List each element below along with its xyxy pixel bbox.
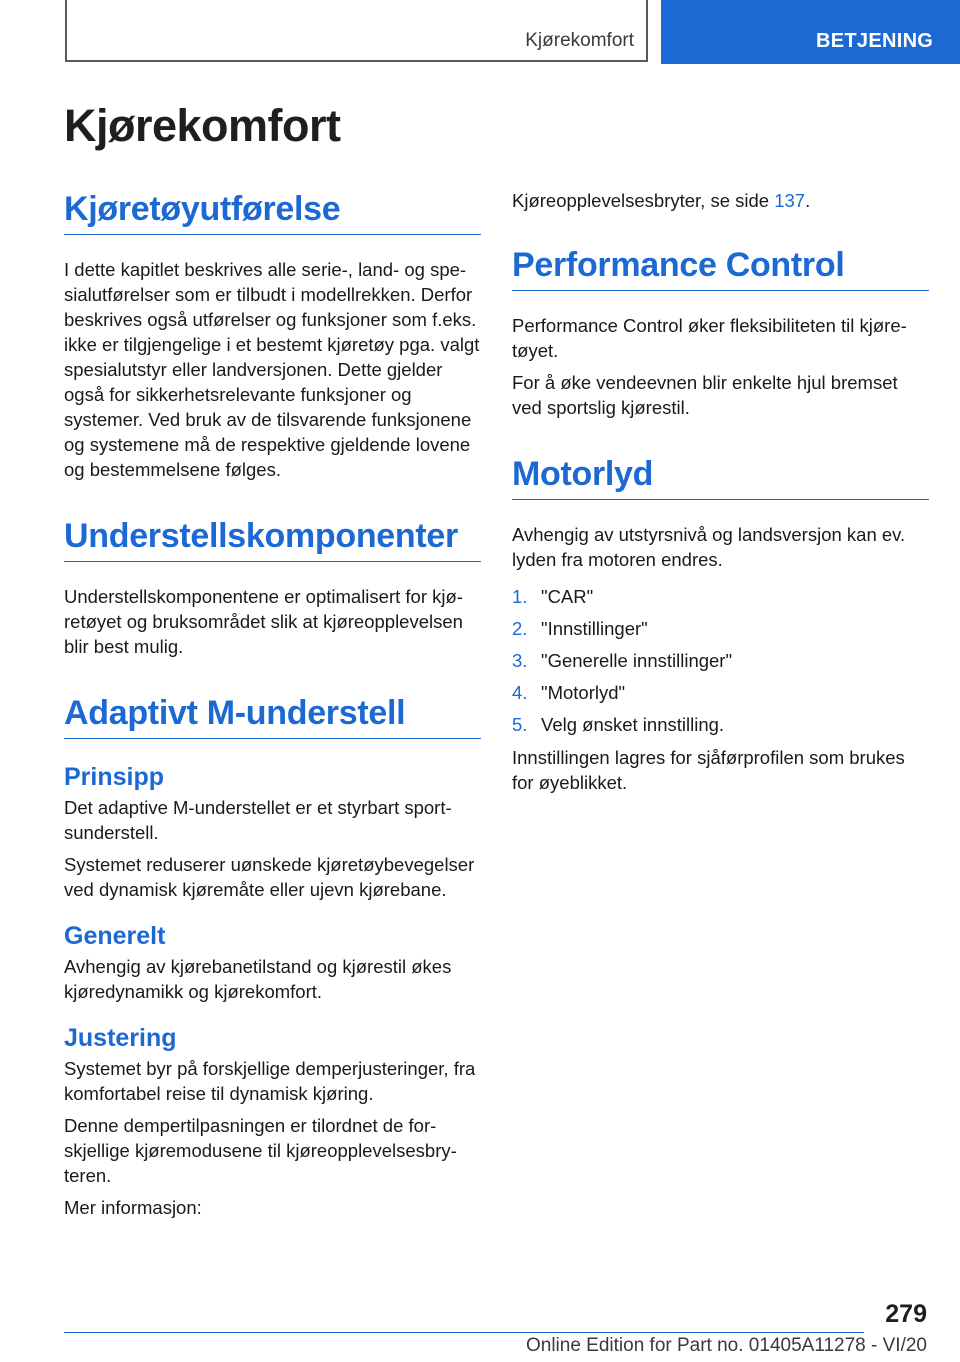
heading-performance-control: Performance Control <box>512 244 929 291</box>
step-number: 2. <box>512 618 528 639</box>
left-column <box>64 188 481 1227</box>
chapter-tab-label: BETJENING <box>816 30 934 52</box>
heading-chassis-components: Understellskomponenter <box>64 515 481 562</box>
step-number: 3. <box>512 650 528 671</box>
header-section-title: Kjørekomfort <box>525 30 634 51</box>
step-number: 5. <box>512 714 528 735</box>
step-number: 1. <box>512 586 528 607</box>
adjustment-text-1: Systemet byr på forskjellige demperjusteringer, fra komfortabel reise til dynamisk kjøring. <box>64 1058 476 1104</box>
list-item <box>512 616 929 641</box>
principle-text-1: Det adaptive M-understellet er et styrbart sportsunderstell. <box>64 797 452 843</box>
heading-adaptive-m-suspension: Adaptivt M-understell <box>64 692 481 739</box>
engine-sound-text-1: Avhengig av utstyrsnivå og landsversjon kan ev. lyden fra motoren endres. <box>512 524 906 570</box>
subheading-principle: Prinsipp <box>64 763 165 791</box>
heading-engine-sound: Motorlyd <box>512 453 929 500</box>
vehicle-version-text: I dette kapitlet beskrives alle serie-, land- og spesialutførelser som er tilbudt i modellrekken. Derfor beskrives også utførelser og funksjoner som f.eks. ikke er tilgjengelige i et bestemt kjøretøy pga. valgt spesialutstyr eller landversjonen. Dette gjelder også for sikkerhetsrelevante funksjoner og systemer. Ved bruk av de tilsvarende funksjonene og systemene må de respektive gjeldende lovene og bestemmelsene følges. <box>64 259 480 480</box>
heading-vehicle-version: Kjøretøyutførelse <box>64 188 481 235</box>
list-item <box>512 584 929 609</box>
adjustment-text-2: Denne dempertilpasningen er tilordnet de forskjellige kjøremodusene til kjøreopplevelsesbryteren. <box>64 1115 457 1186</box>
footer-edition: Online Edition for Part no. 01405A11278 - VI/20 <box>525 1335 927 1356</box>
step-text: "Innstillinger" <box>541 618 648 639</box>
page-number: 279 <box>885 1300 927 1328</box>
chassis-components-text: Understellskomponentene er optimalisert for kjøretøyet og bruksområdet slik at kjøreopplevelsen blir best mulig. <box>64 586 463 657</box>
general-text: Avhengig av kjørebanetilstand og kjørestil økes kjøredynamikk og kjørekomfort. <box>64 956 452 1002</box>
performance-text-1: Performance Control øker fleksibiliteten til kjøretøyet. <box>512 315 907 361</box>
step-text: "Motorlyd" <box>541 682 626 703</box>
driving-experience-ref <box>512 188 929 213</box>
ref-suffix: . <box>805 190 811 211</box>
page-reference-link[interactable]: 137 <box>774 190 806 211</box>
subheading-adjustment: Justering <box>64 1024 177 1052</box>
principle-text-2: Systemet reduserer uønskede kjøretøybevegelser ved dynamisk kjøremåte eller ujevn kjørebane. <box>64 854 475 900</box>
step-text: "Generelle innstillinger" <box>541 650 733 671</box>
page-title: Kjørekomfort <box>64 100 341 151</box>
engine-sound-steps <box>512 584 929 737</box>
adjustment-text-3: Mer informasjon: <box>64 1197 202 1218</box>
performance-text-2: For å øke vendeevnen blir enkelte hjul bremset ved sportslig kjørestil. <box>512 372 898 418</box>
engine-sound-text-2: Innstillingen lagres for sjåførprofilen som brukes for øyeblikket. <box>512 747 905 793</box>
ref-text: Kjøreopplevelsesbryter, se side <box>512 190 770 211</box>
step-number: 4. <box>512 682 528 703</box>
right-column <box>512 188 929 802</box>
step-text: "CAR" <box>541 586 594 607</box>
list-item <box>512 648 929 673</box>
subheading-general: Generelt <box>64 922 166 950</box>
chapter-tab <box>661 0 960 64</box>
step-text: Velg ønsket innstilling. <box>541 714 725 735</box>
list-item <box>512 712 929 737</box>
list-item <box>512 680 929 705</box>
footer-divider <box>64 1332 864 1333</box>
